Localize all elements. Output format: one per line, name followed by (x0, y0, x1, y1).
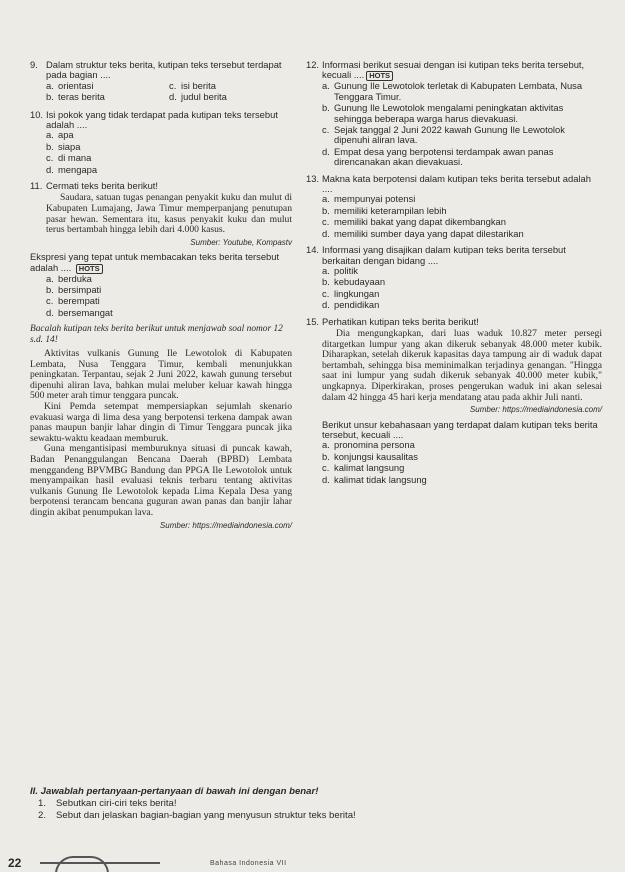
question-11 (30, 181, 292, 318)
question-stem: Isi pokok yang tidak terdapat pada kutipan teks tersebut adalah .... (46, 108, 278, 131)
option[interactable]: b. teras berita (46, 91, 105, 103)
question-stem: Perhatikan kutipan teks berita berikut! (322, 315, 479, 327)
question-number: 11. (30, 180, 43, 192)
question-stem: Ekspresi yang tepat untuk membacakan teks berita tersebut adalah .... (30, 251, 280, 273)
news-excerpt: Saudara, satuan tugas penangan penyakit kuku dan mulut di Kabupaten Lumajang, Jawa Timur memperpanjang penutupan pasar hewan. Sementara itu, kasus penyakit kuku dan mulut terus bertambah hingga lebih dari 4.000 kasus. (46, 192, 292, 236)
question-number: 13. (306, 172, 320, 184)
option[interactable]: b. siapa (46, 140, 81, 152)
option[interactable]: b. konjungsi kausalitas (322, 450, 418, 462)
question-number: 9. (30, 59, 38, 70)
section-title: II. Jawablah pertanyaan-pertanyaan di bawah ini dengan benar! (30, 786, 319, 797)
news-passage: Aktivitas vulkanis Gunung Ile Lewotolok di Kabupaten Lembata, Nusa Tenggara Timur, kembali menunjukkan peningkatan. Terpantau, sejak 2 Juni 2022, kawah gunung tersebut dipenuhi aliran lava, bahkan mulai meluber keluar kawah hingga 500 meter arah timur tenggara puncak. Kini Pemda setempat mempersiapkan sejumlah skenario evakuasi warga di lima desa yang berpotensi terkena dampak awan panas maupun banjir lahar dingin di Timur Tenggara puncak jika sewaktu-waktu keadaan memburuk. Guna mengantisipasi memburuknya situasi di puncak kawah, Badan Penanggulangan Bencana Daerah (BPBD) Lembata menggandeng BPVMBG Bandung dan PPGA Ile Lewotolok untuk menyampaikan hasil evaluasi teknis terbaru tentang aktivitas vulkanis Gunung Ile Lewotolok kepada Lima Kepala Desa yang berpotensi terancam bencana guguran awan panas dan banjir lahar dingin akibat penumpukan lava. (30, 348, 292, 518)
news-excerpt: Dia mengungkapkan, dari luas waduk 10.827 meter persegi ditargetkan lumpur yang akan dikeruk sebanyak 48.000 meter kubik. Diharapkan, setelah dikeruk kapasitas daya tampung air di waduk dapat bertambah, sehingga bisa meminimalkan terjadinya genangan. "Hingga saat ini lumpur yang sudah dikeruk sebanyak 40.000 meter kubik," ungkapnya. Diperkirakan, proses pengerukan waduk ini akan selesai dalam 42 hingga 45 hari kerja mendatang atau pada akhir Juli nanti. (322, 327, 602, 403)
question-stem: Makna kata berpotensi dalam kutipan teks berita tersebut adalah .... (322, 172, 591, 195)
page-footer (0, 846, 625, 872)
option[interactable]: c. berempati (46, 295, 100, 307)
question-number: 12. (306, 59, 320, 70)
hots-badge: HOTS (76, 264, 103, 274)
option[interactable]: b. bersimpati (46, 284, 102, 296)
option[interactable]: d. kalimat tidak langsung (322, 473, 427, 485)
question-stem: Cermati teks berita berikut! (46, 180, 159, 192)
option[interactable]: d. mengapa (46, 163, 98, 175)
option[interactable]: a. mempunyai potensi (322, 193, 416, 205)
option[interactable]: a. berduka (46, 272, 92, 284)
subject-label: Bahasa Indonesia VII (210, 860, 287, 867)
option[interactable]: c. di mana (46, 152, 92, 164)
question-stem: Informasi berikut sesuai dengan isi kutipan teks berita tersebut, kecuali .... (322, 59, 585, 81)
option[interactable]: d. pendidikan (322, 299, 380, 311)
option[interactable]: d. Empat desa yang berpotensi terdampak awan panas direncanakan akan dievakuasi. (322, 145, 554, 168)
essay-section (30, 786, 600, 822)
page-number: 22 (8, 856, 22, 870)
option[interactable]: d. judul berita (169, 91, 227, 103)
question-14 (306, 245, 602, 310)
source-credit: Sumber: Youtube, Kompastv (190, 237, 292, 247)
hots-badge: HOTS (366, 71, 393, 81)
question-9 (30, 60, 292, 104)
option[interactable]: a. apa (46, 129, 74, 141)
option[interactable]: b. memiliki keterampilan lebih (322, 204, 447, 216)
option[interactable]: c. lingkungan (322, 287, 380, 299)
option[interactable]: a. pronomina persona (322, 439, 415, 451)
option[interactable]: d. bersemangat (46, 306, 113, 318)
question-10 (30, 110, 292, 175)
decorative-curve-icon (55, 856, 109, 872)
question-stem: Informasi yang disajikan dalam kutipan teks berita tersebut berkaitan dengan bidang .... (322, 244, 566, 266)
question-12 (306, 60, 602, 168)
question-number: 14. (306, 244, 320, 256)
option[interactable]: a. orientasi (46, 79, 94, 91)
source-credit: Sumber: https://mediaindonesia.com/ (159, 520, 292, 530)
question-number: 15. (306, 315, 320, 327)
option[interactable]: c. Sejak tanggal 2 Juni 2022 kawah Gunung Ile Lewotolok dipenuhi aliran lava. (322, 124, 565, 146)
option[interactable]: b. kebudayaan (322, 276, 386, 288)
reading-instruction: Bacalah kutipan teks berita berikut untuk menjawab soal nomor 12 s.d. 14! (30, 324, 283, 345)
right-column (306, 60, 602, 491)
option[interactable]: b. Gunung Ile Lewotolok mengalami peningkatan aktivitas sehingga beberapa warga harus dievakuasi. (322, 102, 564, 124)
option[interactable]: c. memiliki bakat yang dapat dikembangkan (322, 216, 506, 228)
question-stem: Berikut unsur kebahasaan yang terdapat dalam kutipan teks berita tersebut, kecuali .... (322, 418, 598, 440)
essay-question: 2. Sebut dan jelaskan bagian-bagian yang menyusun struktur teks berita! (38, 810, 356, 821)
option[interactable]: d. memiliki sumber daya yang dapat dilestarikan (322, 227, 524, 239)
question-13 (306, 174, 602, 239)
source-credit: Sumber: https://mediaindonesia.com/ (469, 405, 602, 415)
question-number: 10. (30, 108, 44, 120)
option[interactable]: c. kalimat langsung (322, 462, 405, 474)
option[interactable]: a. Gunung Ile Lewotolok terletak di Kabupaten Lembata, Nusa Tenggara Timur. (322, 80, 583, 102)
option[interactable]: a. politik (322, 264, 358, 276)
question-stem: Dalam struktur teks berita, kutipan teks tersebut terdapat pada bagian .... (46, 59, 282, 81)
question-15 (306, 317, 602, 485)
essay-question: 1. Sebutkan ciri-ciri teks berita! (38, 798, 177, 809)
option[interactable]: c. isi berita (169, 79, 216, 91)
left-column (30, 60, 292, 535)
